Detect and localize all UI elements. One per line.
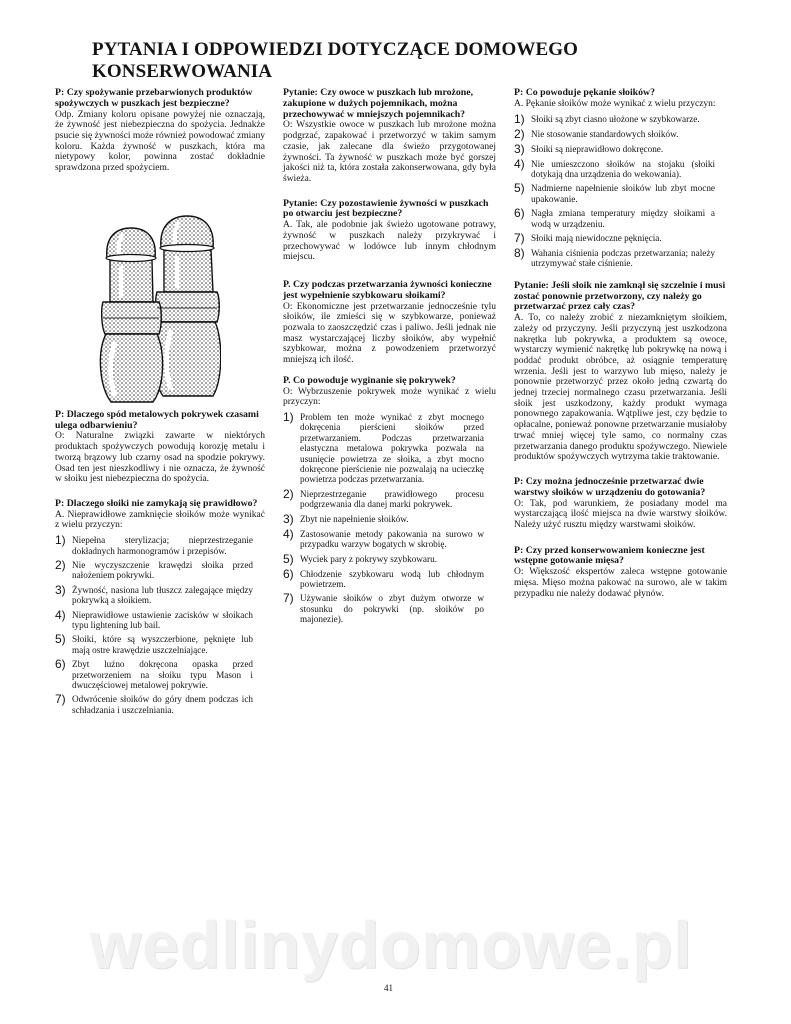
column-left	[55, 88, 265, 715]
list-item	[514, 113, 727, 125]
qa-section	[514, 546, 727, 600]
numbered-list	[283, 411, 496, 625]
list-number: 2)	[55, 557, 66, 572]
page-number: 41	[384, 983, 393, 993]
list-item	[514, 182, 727, 204]
page-title	[92, 39, 732, 83]
list-text: Zastosowanie metody pakowania na surowo w przypadku warzyw bogatych w skrobię.	[300, 528, 484, 550]
list-item	[514, 158, 727, 180]
list-number: 8)	[514, 245, 525, 260]
list-number: 7)	[514, 230, 525, 245]
qa-section	[55, 410, 265, 485]
list-number: 2)	[514, 126, 525, 141]
list-text: Nieprawidłowe ustawienie zacisków w słoikach typu lightening lub bail.	[72, 609, 253, 630]
list-item	[55, 559, 265, 581]
list-item	[283, 528, 496, 550]
question: P: Czy przed konserwowaniem konieczne jest wstępne gotowanie mięsa?	[514, 544, 705, 567]
list-number: 6)	[283, 566, 294, 581]
numbered-list	[55, 534, 265, 715]
list-item	[514, 207, 727, 229]
page-title-line-2: KONSERWOWANIA	[92, 61, 273, 82]
qa-section	[283, 199, 496, 263]
list-text: Żywność, nasiona lub tłuszcz zalegające między pokrywką a słoikiem.	[72, 584, 253, 606]
list-item	[55, 584, 265, 606]
list-number: 3)	[55, 582, 66, 597]
list-number: 1)	[514, 111, 525, 126]
numbered-list	[514, 113, 727, 269]
list-number: 4)	[514, 156, 525, 171]
page-title-line-1: PYTANIA I ODPOWIEDZI DOTYCZĄCE DOMOWEGO	[92, 39, 578, 60]
list-text: Zbyt luźno dokręcona opaska przed przetworzeniem na słoiku typu Mason i dwuczęściowej metalowej pokrywie.	[72, 659, 253, 690]
list-number: 6)	[514, 206, 525, 221]
column-middle	[283, 88, 496, 625]
canning-jars-illustration	[97, 214, 221, 404]
list-text: Chłodzenie szybkowaru wodą lub chłodnym powietrzem.	[300, 568, 484, 589]
question: P: Czy można jednocześnie przetwarzać dwie warstwy słoików w urządzeniu do gotowania?	[514, 475, 706, 498]
answer: A. Pękanie słoików może wynikać z wielu przyczyn:	[514, 98, 716, 109]
qa-section	[55, 499, 265, 715]
qa-section	[283, 376, 496, 625]
list-text: Wyciek pary z pokrywy szybkowaru.	[300, 553, 437, 564]
list-text: Nie wyczyszczenie krawędzi słoika przed nałożeniem pokrywki.	[72, 559, 253, 581]
qa-section	[514, 281, 727, 463]
question: P. Czy podczas przetwarzania żywności konieczne jest wypełnienie szybkowaru słoikami?	[283, 279, 492, 301]
answer: A. To, co należy zrobić z niezamkniętym słoikiem, zależy od przyczyny. Jeśli przyczyną jest uszkodzona nakrętka lub pokrywka, a produktem są owoce, wystarczy wymienić nakrętkę lub pokrywkę na nową i poddać produkt obróbce, aż osiągnie temperaturę wrzenia. Jeśli jest to warzywo lub mięso, należy je ponownie przetworzyć przez około jedną czwartą do jednej trzeciej normalnego czasu przetwarzania. Jeśli słoik jest uszkodzony, każdy produkt wymaga ponownego zapakowania. Wątpliwe jest, czy będzie to opłacalne, ponieważ ponowne przetwarzanie musiałoby trwać mniej więcej tyle samo, co normalny czas przetwarzania danego produktu spożywczego. Niewiele produktów spożywczych wytrzyma takie traktowanie.	[514, 313, 727, 463]
list-item	[55, 658, 265, 690]
answer: O: Naturalne związki zawarte w niektórych produktach spożywczych powodują korozję metalu i tworzą brązowy lub czarny osad na spodzie pokrywy. Osad ten jest nieszkodliwy i nie oznacza, że żywność w słoiku jest niebezpieczna do spożycia.	[55, 431, 265, 485]
list-text: Niepełna sterylizacja; nieprzestrzeganie dokładnych harmonogramów i przepisów.	[72, 535, 253, 556]
question: Pytanie: Jeśli słoik nie zamknął się szczelnie i musi zostać ponownie przetworzony, czy należy go przetwarzać przez cały czas?	[514, 279, 726, 313]
list-text: Nie stosowanie standardowych słoików.	[531, 128, 679, 139]
list-item	[283, 411, 496, 485]
list-item	[55, 609, 265, 631]
list-text: Nieprzestrzeganie prawidłowego procesu podgrzewania dla danej marki pokrywek.	[300, 488, 484, 510]
list-text: Problem ten może wynikać z zbyt mocnego dokręcenia pierścieni słoików przed przetwarzaniem. Podczas przetwarzania elastyczna metalowa pokrywka pozwala na usunięcie powietrza ze słoika, a zbyt mocno dokręcone pierścienie nie pozwalają na ucieczkę powietrza podczas przetwarzania.	[300, 412, 484, 485]
list-item	[283, 488, 496, 510]
answer: A. Nieprawidłowe zamknięcie słoików może wynikać z wielu przyczyn:	[55, 509, 265, 531]
list-item	[55, 633, 265, 655]
list-number: 3)	[283, 511, 294, 526]
list-number: 4)	[55, 607, 66, 622]
list-text: Odwrócenie słoików do góry dnem podczas ich schładzania i uszczelniania.	[72, 694, 253, 715]
column-right	[514, 88, 727, 599]
list-item	[55, 693, 265, 715]
list-text: Słoiki są zbyt ciasno ułożone w szybkowarze.	[531, 113, 700, 124]
list-item	[283, 513, 496, 525]
answer: Odp. Zmiany koloru opisane powyżej nie oznaczają, że żywność jest niebezpieczna do spożycia. Jednakże psucie się żywności może również powodować zmiany koloru. Każda żywność w puszkach, która ma nietypowy kolor, powinna zostać dokładnie sprawdzona przed spożyciem.	[55, 109, 265, 174]
list-number: 7)	[283, 591, 294, 606]
qa-section	[55, 88, 265, 174]
question: P: Czy spożywanie przebarwionych produktów spożywczych w puszkach jest bezpieczne?	[55, 87, 253, 109]
list-number: 1)	[283, 410, 294, 425]
list-text: Wahania ciśnienia podczas przetwarzania; należy utrzymywać stałe ciśnienie.	[531, 247, 715, 269]
list-text: Używanie słoików o zbyt dużym otworze w stosunku do pokrywki (np. słoików po majonezie).	[300, 593, 484, 625]
list-item	[514, 128, 727, 140]
list-text: Zbyt nie napełnienie słoików.	[300, 513, 409, 524]
list-number: 6)	[55, 657, 66, 672]
list-text: Nagła zmiana temperatury między słoikami a wodą w urządzeniu.	[531, 208, 715, 229]
question: P: Dlaczego spód metalowych pokrywek czasami ulega odbarwieniu?	[55, 408, 259, 431]
question: Pytanie: Czy owoce w puszkach lub mrożone, zakupione w dużych pojemnikach, można przechowywać w mniejszych pojemnikach?	[283, 87, 474, 120]
list-number: 1)	[55, 533, 66, 548]
list-number: 2)	[283, 486, 294, 501]
list-number: 5)	[55, 632, 66, 647]
list-text: Słoiki, które są wyszczerbione, pęknięte lub mają ostre krawędzie uszczelniające.	[72, 634, 253, 655]
list-item	[283, 592, 496, 624]
list-number: 5)	[283, 551, 294, 566]
list-item	[283, 568, 496, 590]
answer: O: Tak, pod warunkiem, że posiadany model ma wystarczającą ilość miejsca na dwie warstwy słoików. Należy użyć rusztu między warstwami słoików.	[514, 498, 727, 530]
qa-section	[514, 88, 727, 269]
list-item	[55, 534, 265, 556]
question: P: Co powoduje pękanie słoików?	[514, 87, 655, 98]
list-text: Słoiki mają niewidoczne pęknięcia.	[531, 232, 662, 243]
list-item	[283, 553, 496, 565]
list-number: 7)	[55, 692, 66, 707]
answer: O: Wybrzuszenie pokrywek może wynikać z wielu przyczyn:	[283, 386, 496, 408]
question: P: Dlaczego słoiki nie zamykają się prawidłowo?	[55, 497, 258, 509]
qa-section	[514, 477, 727, 531]
list-text: Słoiki są nieprawidłowo dokręcone.	[531, 143, 664, 154]
answer: O: Ekonomiczne jest przetwarzanie jednocześnie tylu słoików, ile zmieści się w szybkowarze, ponieważ pozwala to zaoszczędzić czas i paliwo. Jeśli jednak nie masz wystarczającej liczby słoików, aby wypełnić szybkowar, można z powodzeniem przetworzyć mniejszą ich ilość.	[283, 301, 496, 366]
qa-section	[283, 280, 496, 366]
site-watermark: wedlinydomowe.pl	[90, 908, 693, 982]
answer: O: Większość ekspertów zaleca wstępne gotowanie mięsa. Mięso można pakować na surowo, ale w takim przypadku nie należy dodawać płynów.	[514, 567, 727, 599]
question: P. Co powoduje wyginanie się pokrywek?	[283, 374, 456, 386]
list-number: 3)	[514, 141, 525, 156]
list-number: 4)	[283, 526, 294, 541]
list-number: 5)	[514, 181, 525, 196]
list-text: Nadmierne napełnienie słoików lub zbyt mocne upakowanie.	[531, 183, 715, 204]
answer: A. Tak, ale podobnie jak świeżo ugotowane potrawy, żywność w puszkach należy przykrywać i przechowywać w lodówce lub innym chłodnym miejscu.	[283, 220, 496, 263]
list-item	[514, 247, 727, 269]
list-text: Nie umieszczono słoików na stojaku (słoiki dotykają dna urządzenia do wekowania).	[531, 158, 715, 179]
answer: O: Wszystkie owoce w puszkach lub mrożone można podgrzać, zapakować i przetworzyć w takim samym czasie, jak zalecane dla świeżo przygotowanej żywności. Ta żywność w puszkach może być gorszej jakości niż ta, która została zakonserwowana, gdy była świeża.	[283, 120, 496, 184]
jars-icon	[97, 214, 221, 404]
list-item	[514, 232, 727, 244]
list-item	[514, 143, 727, 155]
question: Pytanie: Czy pozostawienie żywności w puszkach po otwarciu jest bezpieczne?	[283, 197, 489, 220]
qa-section	[283, 88, 496, 185]
